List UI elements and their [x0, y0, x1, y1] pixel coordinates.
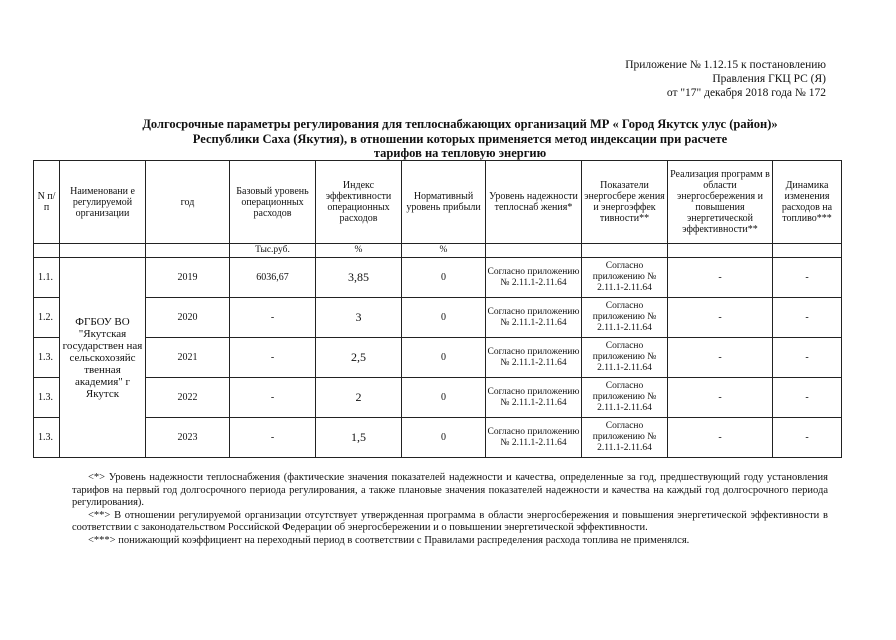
title-line-2: Республики Саха (Якутия), в отношении которых применяется метод индексации при расчете [192, 131, 728, 146]
row-fuel: - [773, 418, 842, 458]
row-base: 6036,67 [230, 258, 316, 298]
units-row [34, 244, 842, 258]
appendix-line-2: Правления ГКЦ РС (Я) [712, 73, 826, 85]
header-org: Наименовани е регулируемой организации [60, 161, 146, 244]
row-reliability: Согласно приложению № 2.11.1-2.11.64 [486, 378, 582, 418]
row-year: 2019 [146, 258, 230, 298]
unit-empty [60, 244, 146, 258]
unit-empty [582, 244, 668, 258]
row-year: 2022 [146, 378, 230, 418]
row-index: 3,85 [316, 258, 402, 298]
row-energy: Согласно приложению № 2.11.1-2.11.64 [582, 418, 668, 458]
row-energy: Согласно приложению № 2.11.1-2.11.64 [582, 378, 668, 418]
header-base: Базовый уровень операционных расходов [230, 161, 316, 244]
row-fuel: - [773, 258, 842, 298]
unit-empty [668, 244, 773, 258]
table-row [34, 418, 842, 458]
row-num: 1.3. [34, 378, 60, 418]
row-profit: 0 [402, 338, 486, 378]
row-num: 1.2. [34, 298, 60, 338]
row-num: 1.3. [34, 418, 60, 458]
row-base: - [230, 298, 316, 338]
row-programs: - [668, 338, 773, 378]
unit-empty [773, 244, 842, 258]
unit-index: % [316, 244, 402, 258]
row-index: 3 [316, 298, 402, 338]
row-base: - [230, 338, 316, 378]
organization-name: ФГБОУ ВО "Якутская государствен ная сельскохозяйс твенная академия" г Якутск [60, 258, 146, 458]
row-year: 2023 [146, 418, 230, 458]
row-fuel: - [773, 298, 842, 338]
footnotes [72, 472, 828, 547]
unit-empty [34, 244, 60, 258]
unit-base: Тыс.руб. [230, 244, 316, 258]
table-row [34, 378, 842, 418]
header-programs: Реализация программ в области энергосбережения и повышения энергетической эффективности** [668, 161, 773, 244]
footnote-energy-program: <**> В отношении регулируемой организации отсутствует утвержденная программа в области энергосбережения и повышения энергетической эффективности в соответствии с законодательством Российской Федерации об энергосбережении и о повышении энергетической эффективности. [72, 509, 828, 533]
row-base: - [230, 378, 316, 418]
header-num: N п/п [34, 161, 60, 244]
header-fuel: Динамика изменения расходов на топливо*** [773, 161, 842, 244]
title-line-3: тарифов на тепловую энергию [373, 146, 547, 160]
row-reliability: Согласно приложению № 2.11.1-2.11.64 [486, 298, 582, 338]
row-reliability: Согласно приложению № 2.11.1-2.11.64 [486, 418, 582, 458]
table-row [34, 258, 842, 298]
document-title [60, 117, 860, 161]
row-fuel: - [773, 338, 842, 378]
row-num: 1.1. [34, 258, 60, 298]
row-base: - [230, 418, 316, 458]
footnote-fuel: <***> понижающий коэффициент на переходный период в соответствии с Правилами распределения расхода топлива не применялся. [88, 534, 690, 546]
row-profit: 0 [402, 378, 486, 418]
row-energy: Согласно приложению № 2.11.1-2.11.64 [582, 298, 668, 338]
row-reliability: Согласно приложению № 2.11.1-2.11.64 [486, 258, 582, 298]
row-year: 2020 [146, 298, 230, 338]
header-index: Индекс эффективности операционных расходов [316, 161, 402, 244]
table-row [34, 338, 842, 378]
row-num: 1.3. [34, 338, 60, 378]
unit-profit: % [402, 244, 486, 258]
footnote-reliability: <*> Уровень надежности теплоснабжения (фактические значения показателей надежности и качества, определенные за год, предшествующий году установления тарифов на первый год долгосрочного периода регулирования, а также плановые значения показателей надежности и качества на каждый год долгосрочного периода регулирования). [72, 472, 828, 508]
row-energy: Согласно приложению № 2.11.1-2.11.64 [582, 258, 668, 298]
header-profit: Нормативный уровень прибыли [402, 161, 486, 244]
table-row [34, 298, 842, 338]
title-line-1: Долгосрочные параметры регулирования для теплоснабжающих организаций МР « Город Якутск улус (район)» [142, 117, 778, 131]
row-reliability: Согласно приложению № 2.11.1-2.11.64 [486, 338, 582, 378]
row-year: 2021 [146, 338, 230, 378]
header-year: год [146, 161, 230, 244]
parameters-table [33, 160, 842, 458]
row-index: 2 [316, 378, 402, 418]
row-index: 1,5 [316, 418, 402, 458]
appendix-line-1: Приложение № 1.12.15 к постановлению [625, 59, 826, 71]
row-programs: - [668, 258, 773, 298]
appendix-reference [625, 58, 826, 100]
row-fuel: - [773, 378, 842, 418]
appendix-line-3: от "17" декабря 2018 года № 172 [666, 87, 826, 99]
row-profit: 0 [402, 418, 486, 458]
row-programs: - [668, 378, 773, 418]
header-energy: Показатели энергосбере жения и энергоэффек тивности** [582, 161, 668, 244]
row-profit: 0 [402, 258, 486, 298]
row-programs: - [668, 298, 773, 338]
row-profit: 0 [402, 298, 486, 338]
unit-empty [486, 244, 582, 258]
header-reliability: Уровень надежности теплоснаб жения* [486, 161, 582, 244]
row-index: 2,5 [316, 338, 402, 378]
header-row [34, 161, 842, 244]
unit-empty [146, 244, 230, 258]
row-energy: Согласно приложению № 2.11.1-2.11.64 [582, 338, 668, 378]
row-programs: - [668, 418, 773, 458]
